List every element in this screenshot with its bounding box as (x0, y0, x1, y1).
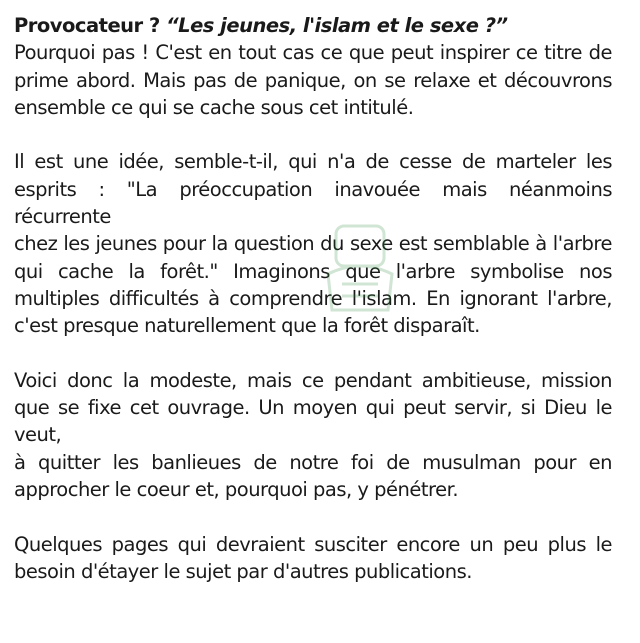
heading-label: Provocateur ? (14, 14, 160, 37)
paragraph-3 (14, 367, 612, 503)
paragraph-line: qui cache la forêt." Imaginons que l'arbre symbolise nos (14, 259, 612, 283)
paragraph-line: prime abord. Mais pas de panique, on se relaxe et découvrons (14, 68, 612, 92)
paragraph-line: c'est presque naturellement que la forêt disparaît. (14, 314, 480, 338)
paragraph-line: chez les jeunes pour la question du sexe est semblable à l'arbre (14, 232, 612, 256)
paragraph-line: Pourquoi pas ! C'est en tout cas ce que peut inspirer ce titre de (14, 41, 612, 65)
heading-line (14, 12, 612, 39)
paragraph-line: approcher le coeur et, pourquoi pas, y pénétrer. (14, 478, 459, 502)
seal-watermark-icon (318, 218, 402, 318)
book-title: “Les jeunes, l'islam et le sexe ?” (166, 14, 508, 37)
seal-top-shape (336, 226, 384, 266)
paragraph-line: multiples difficultés à comprendre l'islam. En ignorant l'arbre, (14, 286, 612, 310)
paragraph-1 (14, 39, 612, 121)
paragraph-line: besoin d'étayer le sujet par d'autres publications. (14, 559, 472, 583)
paragraph-line: Il est une idée, semble-t-il, qui n'a de cesse de marteler les (14, 150, 612, 174)
paragraph-line: esprits : "La préoccupation inavouée mais néanmoins récurrente (14, 177, 612, 229)
paragraph-4 (14, 531, 612, 586)
paragraph-gap (14, 121, 612, 148)
paragraph-line: à quitter les banlieues de notre foi de musulman pour en (14, 450, 612, 474)
paragraph-gap (14, 503, 612, 530)
paragraph-line: Quelques pages qui devraient susciter encore un peu plus le (14, 532, 612, 556)
paragraph-gap (14, 340, 612, 367)
paragraph-line: ensemble ce qui se cache sous cet intitulé. (14, 95, 414, 119)
document-page (14, 12, 612, 585)
seal-body-shape (328, 266, 392, 310)
paragraph-line: Voici donc la modeste, mais ce pendant ambitieuse, mission (14, 368, 612, 392)
seal-lines (342, 284, 378, 296)
paragraph-line: que se fixe cet ouvrage. Un moyen qui peut servir, si Dieu le veut, (14, 396, 612, 447)
paragraph-2 (14, 148, 612, 339)
